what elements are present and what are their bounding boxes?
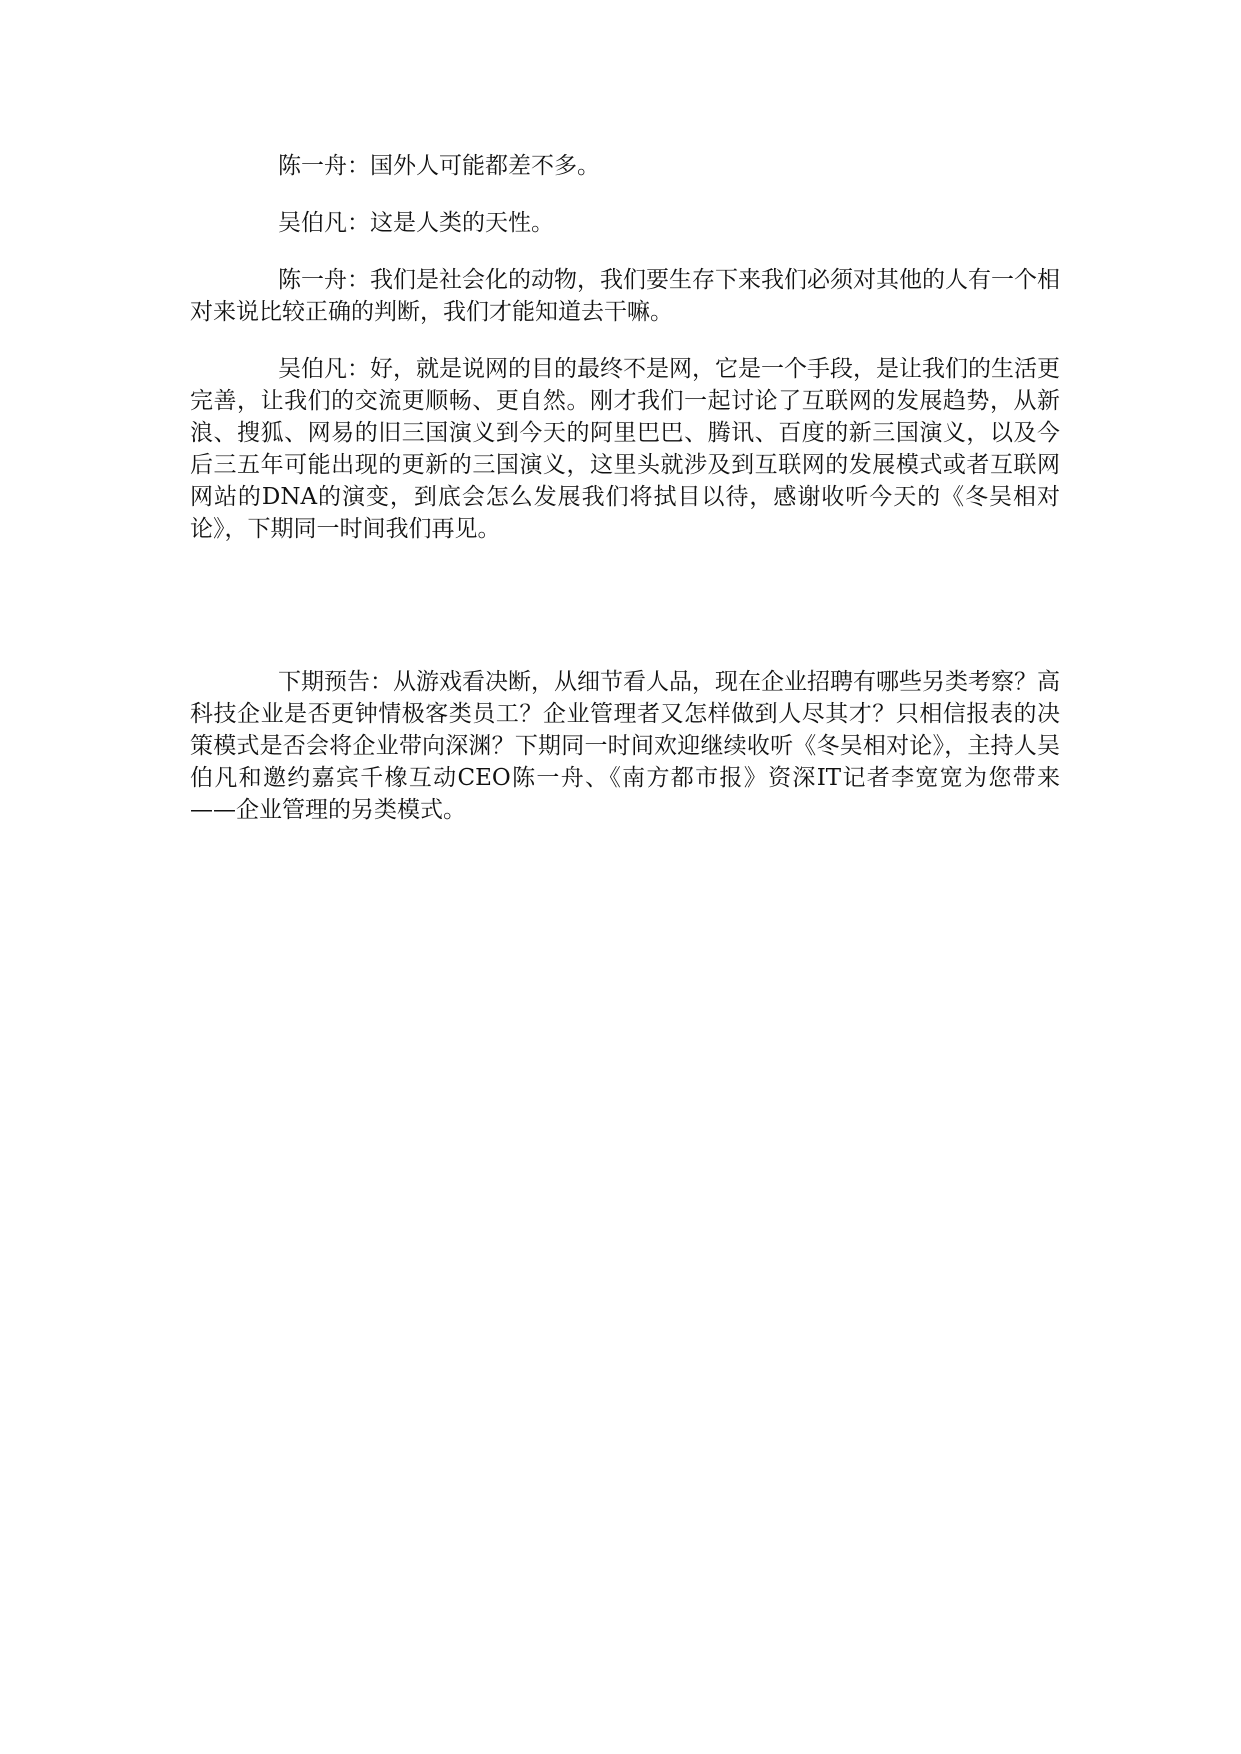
next-episode-preview: 下期预告：从游戏看决断，从细节看人品，现在企业招聘有哪些另类考察？高科技企业是否更钟情极客类员工？企业管理者又怎样做到人尽其才？只相信报表的决策模式是否会将企业带向深渊？下期同一时间欢迎继续收听《冬吴相对论》，主持人吴伯凡和邀约嘉宾千橡互动CEO陈一舟、《南方都市报》资深IT记者李宽宽为您带来——企业管理的另类模式。 <box>190 669 1060 823</box>
dialogue-paragraph: 陈一舟：国外人可能都差不多。 <box>278 153 600 179</box>
document-body <box>190 150 1060 851</box>
blank-space <box>190 570 1060 666</box>
dialogue-paragraph: 吴伯凡：好，就是说网的目的最终不是网，它是一个手段，是让我们的生活更完善，让我们的交流更顺畅、更自然。刚才我们一起讨论了互联网的发展趋势，从新浪、搜狐、网易的旧三国演义到今天的阿里巴巴、腾讯、百度的新三国演义，以及今后三五年可能出现的更新的三国演义，这里头就涉及到互联网的发展模式或者互联网网站的DNA的演变，到底会怎么发展我们将拭目以待，感谢收听今天的《冬吴相对论》，下期同一时间我们再见。 <box>190 356 1060 542</box>
dialogue-paragraph: 吴伯凡：这是人类的天性。 <box>278 210 554 236</box>
dialogue-paragraph: 陈一舟：我们是社会化的动物，我们要生存下来我们必须对其他的人有一个相对来说比较正确的判断，我们才能知道去干嘛。 <box>190 267 1060 325</box>
